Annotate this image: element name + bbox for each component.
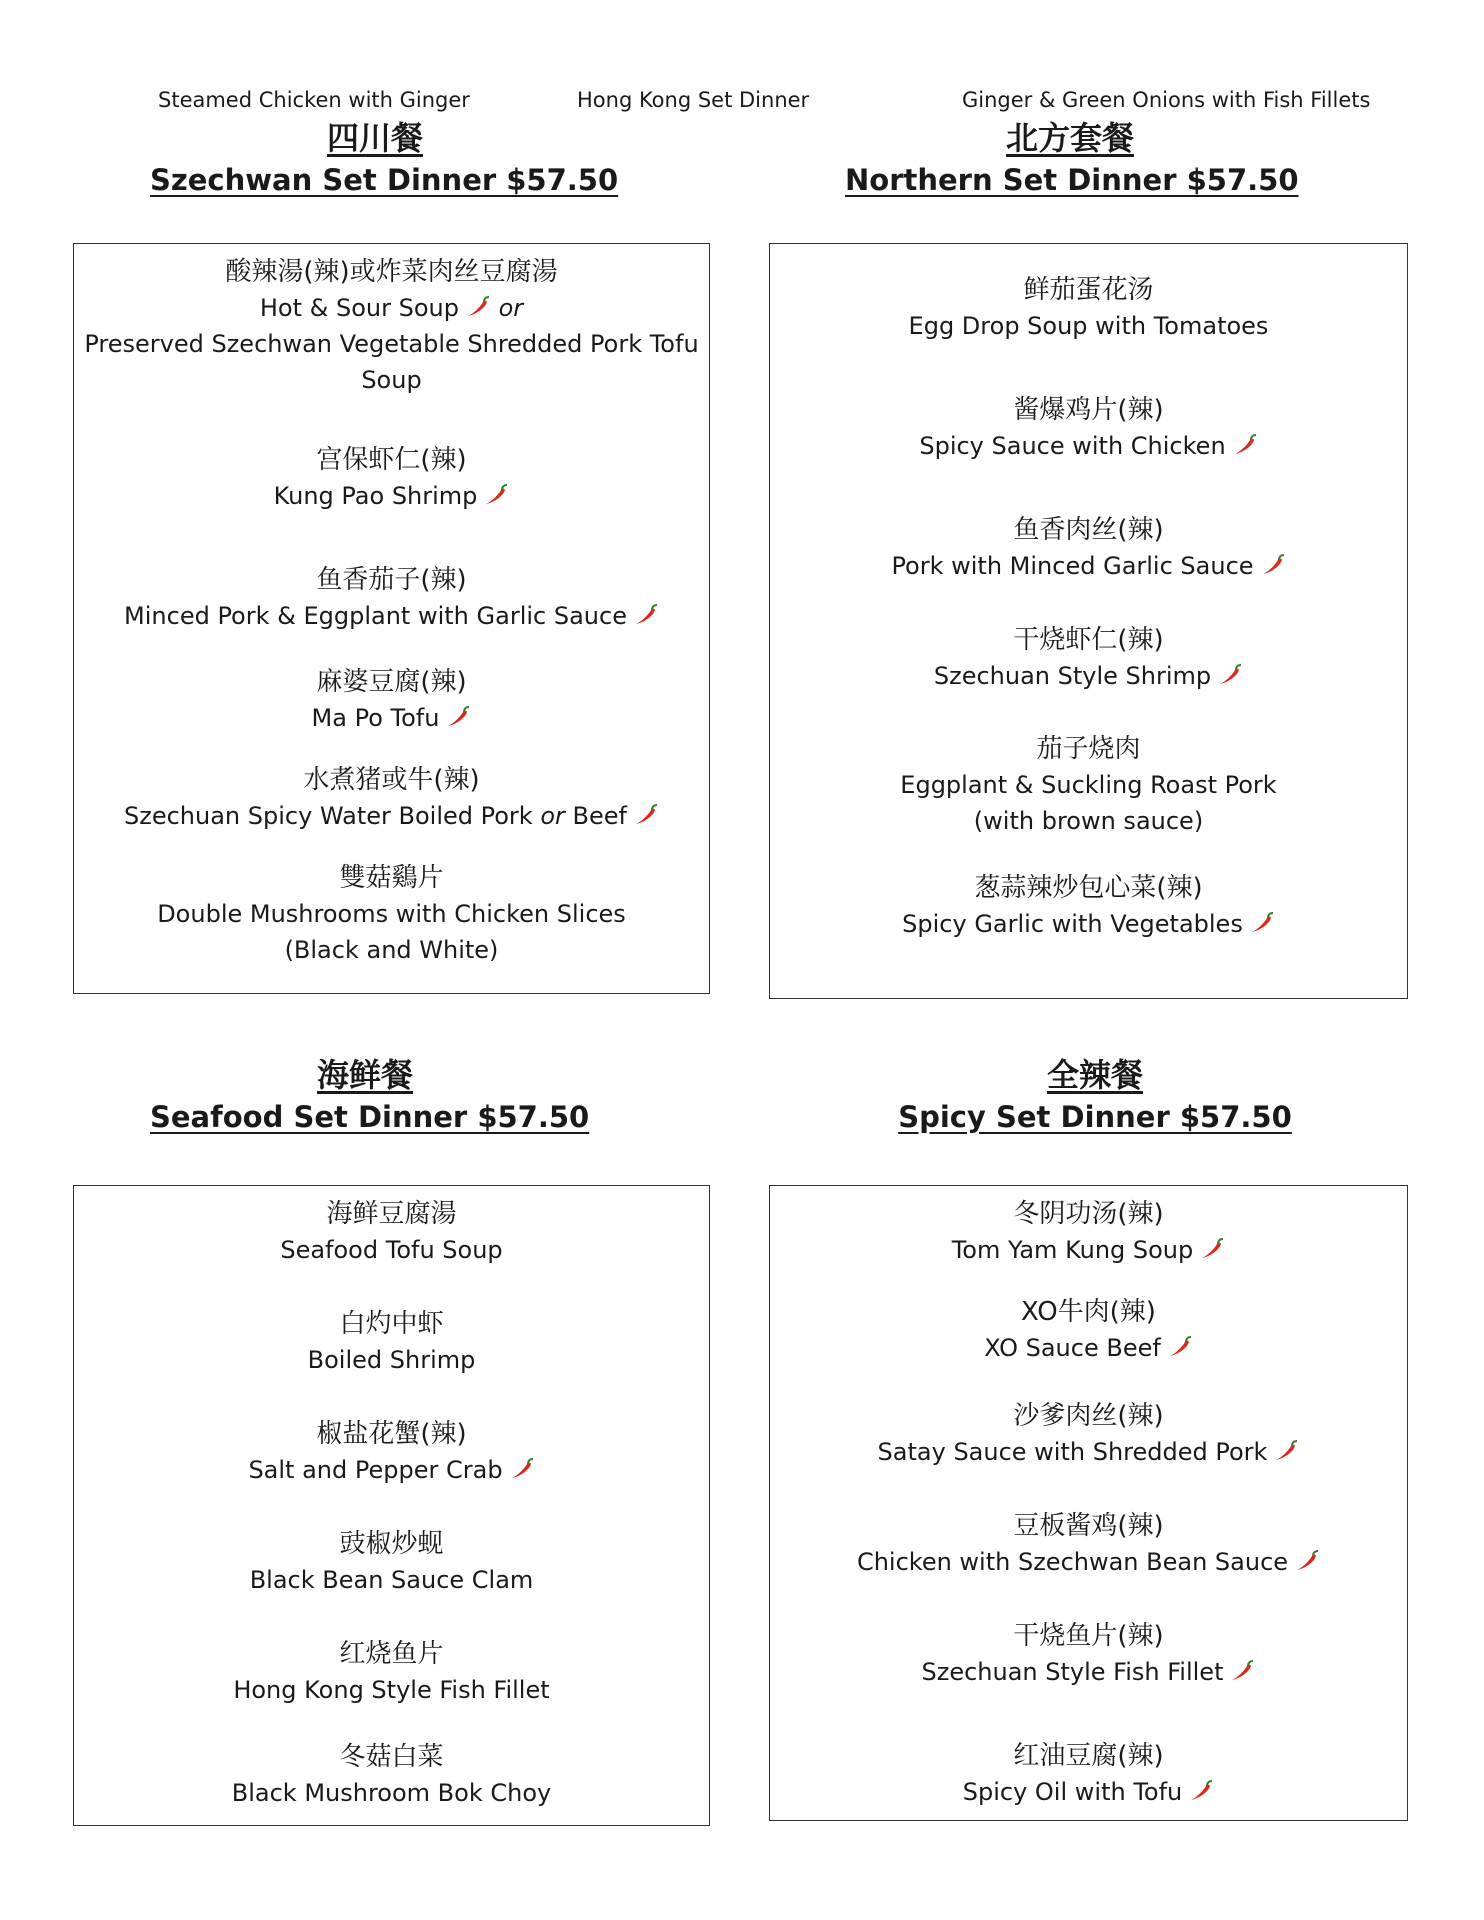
top-note-left: Steamed Chicken with Ginger (158, 88, 470, 112)
item-en-text-b: Beef (572, 802, 627, 830)
spicy-item-fish-fillet (770, 1618, 1407, 1690)
item-en (770, 658, 1407, 694)
item-en-text: Salt and Pepper Crab (248, 1456, 503, 1484)
item-zh: 豉椒炒蚬 (339, 1529, 444, 1559)
chili-pepper-icon (1229, 1660, 1255, 1682)
item-zh: 海鲜豆腐湯 (326, 1199, 457, 1229)
item-zh: 雙菇鷄片 (339, 863, 444, 893)
item-en: Black Mushroom Bok Choy (231, 1779, 552, 1807)
item-zh: 酸辣湯(辣)或炸菜肉丝豆腐湯 (225, 257, 558, 287)
item-en: Black Bean Sauce Clam (249, 1566, 534, 1594)
item-zh: 沙爹肉丝(辣) (1013, 1401, 1164, 1431)
item-en (770, 1232, 1407, 1268)
spicy-title-zh: 全辣餐 (1046, 1056, 1143, 1094)
spicy-heading (880, 1055, 1310, 1137)
szechwan-menu-box (73, 243, 710, 994)
szechwan-heading (150, 118, 619, 200)
chili-pepper-icon (509, 1458, 535, 1480)
item-zh: 宫保虾仁(辣) (316, 445, 467, 475)
item-en-text: Ma Po Tofu (311, 704, 440, 732)
northern-menu-box (769, 243, 1408, 999)
item-en (74, 798, 709, 834)
item-zh: 鲜茄蛋花汤 (1023, 275, 1154, 305)
item-en-text: Pork with Minced Garlic Sauce (891, 552, 1254, 580)
item-en (770, 1330, 1407, 1366)
item-en (74, 478, 709, 514)
spicy-menu-box (769, 1185, 1408, 1821)
chili-pepper-icon (1167, 1336, 1193, 1358)
szechwan-item-eggplant (74, 562, 709, 634)
item-zh: 红油豆腐(辣) (1013, 1741, 1164, 1771)
seafood-title-en: Seafood Set Dinner $57.50 (150, 1100, 590, 1134)
item-zh: 冬菇白菜 (339, 1742, 444, 1772)
item-en (74, 700, 709, 736)
item-zh: 茄子烧肉 (1036, 734, 1141, 764)
item-en (770, 1774, 1407, 1810)
seafood-item-boiled-shrimp (74, 1306, 709, 1378)
spicy-item-satay-pork (770, 1398, 1407, 1470)
northern-item-vegetables (770, 870, 1407, 942)
northern-title-en: Northern Set Dinner $57.50 (845, 163, 1299, 197)
item-en-text: Hot & Sour Soup (259, 294, 459, 322)
seafood-title-zh: 海鲜餐 (316, 1056, 413, 1094)
northern-item-shrimp (770, 622, 1407, 694)
northern-heading (845, 118, 1299, 200)
chili-pepper-icon (1249, 912, 1275, 934)
item-zh: 白灼中虾 (339, 1309, 444, 1339)
spicy-item-oil-tofu (770, 1738, 1407, 1810)
item-en-line2: Preserved Szechwan Vegetable Shredded Pork Tofu (84, 330, 699, 358)
chili-pepper-icon (1232, 434, 1258, 456)
item-en: Egg Drop Soup with Tomatoes (908, 312, 1269, 340)
seafood-menu-box (73, 1185, 710, 1826)
item-en-text: Szechuan Style Fish Fillet (921, 1658, 1224, 1686)
chili-pepper-icon (483, 484, 509, 506)
item-en (770, 1654, 1407, 1690)
chili-pepper-icon (465, 296, 491, 318)
szechwan-item-kung-pao (74, 442, 709, 514)
chili-pepper-icon (445, 706, 471, 728)
chili-pepper-icon (1273, 1440, 1299, 1462)
item-en-text: XO Sauce Beef (984, 1334, 1161, 1362)
seafood-heading (150, 1055, 590, 1137)
item-en-text: Szechuan Style Shrimp (933, 662, 1212, 690)
szechwan-item-double-mushroom (74, 860, 709, 968)
seafood-item-tofu-soup (74, 1196, 709, 1268)
or-text: or (498, 294, 524, 322)
chili-pepper-icon (1294, 1550, 1320, 1572)
northern-item-pork-garlic (770, 512, 1407, 584)
item-en-text: Kung Pao Shrimp (273, 482, 478, 510)
item-en-text: Tom Yam Kung Soup (951, 1236, 1194, 1264)
northern-item-egg-drop (770, 272, 1407, 344)
item-en: Seafood Tofu Soup (280, 1236, 503, 1264)
seafood-item-clam (74, 1526, 709, 1598)
szechwan-title-en: Szechwan Set Dinner $57.50 (150, 163, 619, 197)
item-en-line2: (with brown sauce) (973, 807, 1204, 835)
item-zh: 酱爆鸡片(辣) (1013, 395, 1164, 425)
northern-item-chicken (770, 392, 1407, 464)
item-en-line3: Soup (361, 366, 422, 394)
item-zh: 椒盐花蟹(辣) (316, 1419, 467, 1449)
item-en (770, 1434, 1407, 1470)
item-en-text: Spicy Oil with Tofu (962, 1778, 1183, 1806)
item-en (770, 548, 1407, 584)
item-en (770, 1544, 1407, 1580)
chili-pepper-icon (1199, 1238, 1225, 1260)
spicy-item-xo-beef (770, 1294, 1407, 1366)
item-zh: 红烧鱼片 (339, 1639, 444, 1669)
item-zh: 麻婆豆腐(辣) (316, 667, 467, 697)
item-en-text: Spicy Garlic with Vegetables (902, 910, 1243, 938)
item-zh: 鱼香肉丝(辣) (1013, 515, 1164, 545)
item-en: Eggplant & Suckling Roast Pork (900, 771, 1277, 799)
northern-item-eggplant-pork (770, 731, 1407, 839)
item-en-text: Satay Sauce with Shredded Pork (877, 1438, 1268, 1466)
seafood-item-crab (74, 1416, 709, 1488)
item-en (770, 906, 1407, 942)
szechwan-item-ma-po (74, 664, 709, 736)
chili-pepper-icon (633, 804, 659, 826)
item-zh: 干烧鱼片(辣) (1013, 1621, 1164, 1651)
spicy-item-tom-yam (770, 1196, 1407, 1268)
northern-title-zh: 北方套餐 (1005, 119, 1134, 157)
szechwan-item-water-boiled (74, 762, 709, 834)
item-zh: 干烧虾仁(辣) (1013, 625, 1164, 655)
item-zh: XO牛肉(辣) (1021, 1297, 1156, 1327)
item-en-line2: (Black and White) (284, 936, 499, 964)
item-zh: 冬阴功汤(辣) (1013, 1199, 1164, 1229)
item-en: Hong Kong Style Fish Fillet (233, 1676, 550, 1704)
item-en: Double Mushrooms with Chicken Slices (157, 900, 626, 928)
top-note-center: Hong Kong Set Dinner (577, 88, 810, 112)
item-zh: 鱼香茄子(辣) (316, 565, 467, 595)
top-note-right: Ginger & Green Onions with Fish Fillets (962, 88, 1371, 112)
spicy-item-bean-sauce-chicken (770, 1508, 1407, 1580)
chili-pepper-icon (1260, 554, 1286, 576)
item-en-text: Spicy Sauce with Chicken (919, 432, 1226, 460)
item-en (770, 428, 1407, 464)
szechwan-title-zh: 四川餐 (326, 119, 423, 157)
szechwan-item-soup (74, 254, 709, 398)
item-zh: 豆板酱鸡(辣) (1013, 1511, 1164, 1541)
item-zh: 葱蒜辣炒包心菜(辣) (974, 873, 1203, 903)
item-en-text: Minced Pork & Eggplant with Garlic Sauce (124, 602, 627, 630)
item-zh: 水煮猪或牛(辣) (303, 765, 480, 795)
item-en: Boiled Shrimp (307, 1346, 476, 1374)
or-text: or (540, 802, 565, 830)
seafood-item-fish-fillet (74, 1636, 709, 1708)
item-en-text: Chicken with Szechwan Bean Sauce (856, 1548, 1289, 1576)
chili-pepper-icon (1188, 1780, 1214, 1802)
item-en (74, 1452, 709, 1488)
item-en (74, 290, 709, 326)
chili-pepper-icon (633, 604, 659, 626)
seafood-item-bok-choy (74, 1739, 709, 1811)
spicy-title-en: Spicy Set Dinner $57.50 (898, 1100, 1292, 1134)
chili-pepper-icon (1217, 664, 1243, 686)
item-en-text: Szechuan Spicy Water Boiled Pork (124, 802, 533, 830)
item-en (74, 598, 709, 634)
